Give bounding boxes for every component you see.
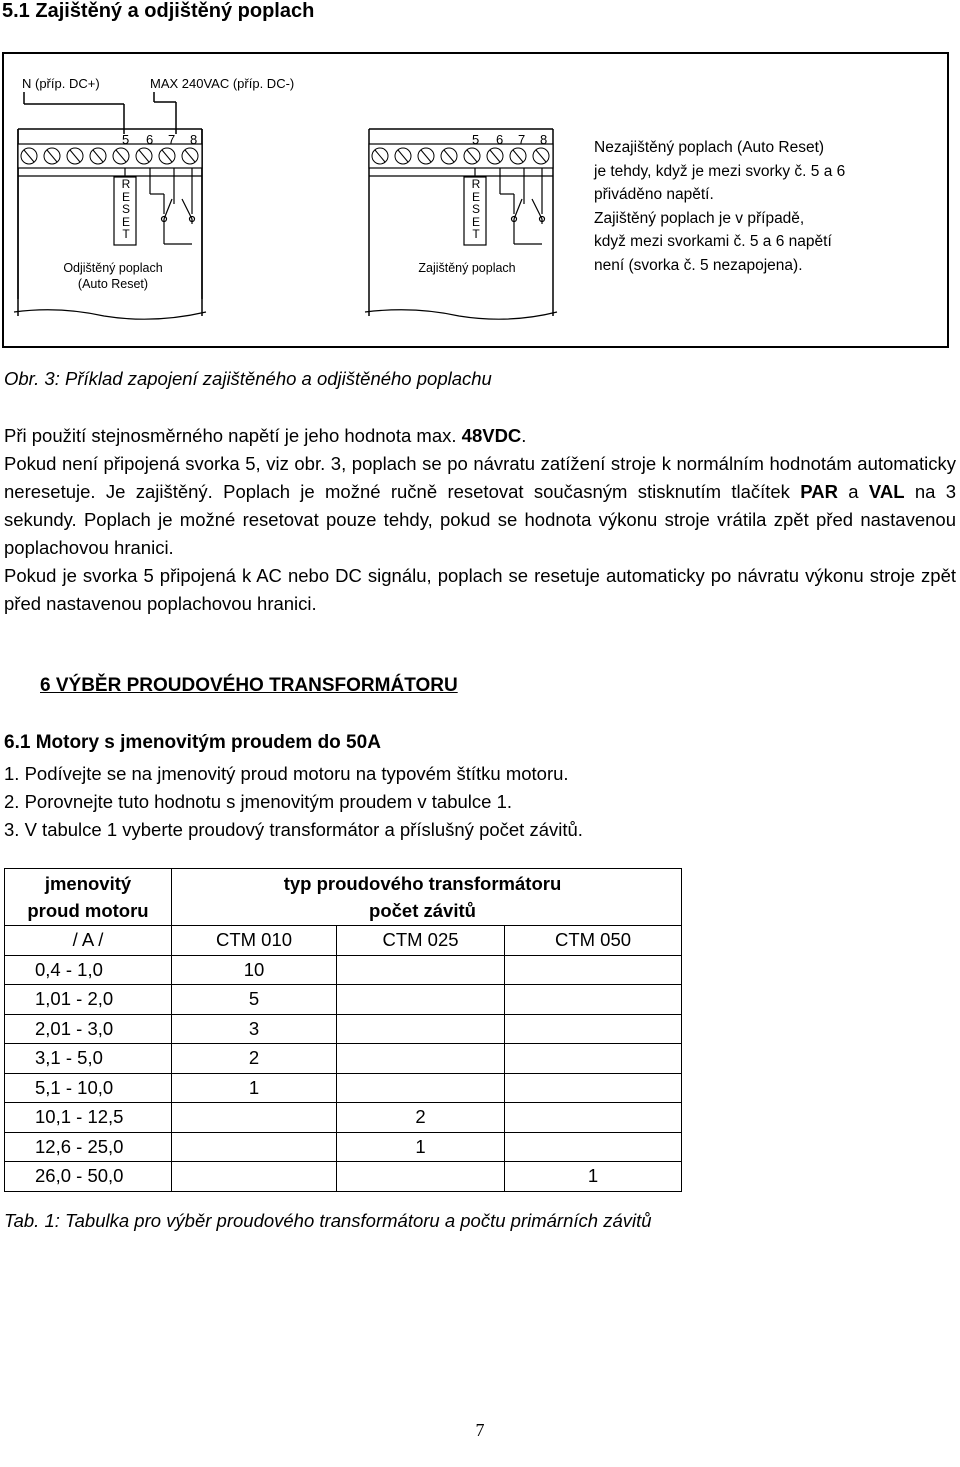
- step-2: 2. Porovnejte tuto hodnotu s jmenovitým proudem v tabulce 1.: [4, 791, 513, 812]
- turns-cell: [505, 1014, 682, 1044]
- current-range-cell: 26,0 - 50,0: [5, 1162, 172, 1192]
- turns-cell: 1: [337, 1132, 505, 1162]
- turns-cell: 2: [337, 1103, 505, 1133]
- ctm-010: CTM 010: [172, 926, 337, 956]
- table-row: [5, 1162, 682, 1192]
- turns-cell: 1: [172, 1073, 337, 1103]
- figure-caption: Obr. 3: Příklad zapojení zajištěného a odjištěného poplachu: [4, 368, 492, 389]
- turns-cell: [172, 1132, 337, 1162]
- caption-latched: Zajištěný poplach: [418, 261, 516, 275]
- turns-cell: 1: [505, 1162, 682, 1192]
- figure-note: Nezajištěný poplach (Auto Reset) je tehdy, když je mezi svorky č. 5 a 6 přiváděno napětí. Zajištěný poplach je v případě, když mezi svorkami č. 5 a 6 napětí není (svorka č. 5 nezapojena).: [594, 139, 846, 274]
- terminal-8-right: 8: [540, 132, 548, 147]
- table-row: [5, 1103, 682, 1133]
- terminal-7-right: 7: [518, 132, 526, 147]
- turns-cell: 2: [172, 1044, 337, 1074]
- label-n: N (příp. DC+): [22, 76, 100, 91]
- step-3: 3. V tabulce 1 vyberte proudový transformátor a příslušný počet závitů.: [4, 819, 583, 840]
- turns-cell: [505, 1103, 682, 1133]
- header-current: jmenovitý proud motoru: [5, 869, 172, 926]
- terminal-7-left: 7: [168, 132, 176, 147]
- turns-cell: [505, 955, 682, 985]
- terminal-8-left: 8: [190, 132, 198, 147]
- turns-cell: [505, 1132, 682, 1162]
- turns-cell: [337, 1162, 505, 1192]
- turns-cell: 5: [172, 985, 337, 1015]
- reset-label-right: R E S E T: [471, 177, 481, 241]
- supply-wires: [24, 92, 176, 134]
- paragraph-alarm: Při použití stejnosměrného napětí je jeho hodnota max. 48VDC. Pokud není připojená svorka 5, viz obr. 3, poplach se po návratu zatížení stroje k normálním hodnotám automaticky neresetuje. Je zajištěný. Poplach je možné ručně resetovat současným stisknutím tlačítek PAR a VAL na 3 sekundy. Poplach je možné resetovat pouze tehdy, pokud se hodnota výkonu stroje vrátila zpět před nastavenou poplachovou hranici. Pokud je svorka 5 připojená k AC nebo DC signálu, poplach se resetuje automaticky po návratu výkonu stroje zpět před nastavenou poplachovou hranici.: [4, 425, 957, 614]
- label-max: MAX 240VAC (příp. DC-): [150, 76, 295, 91]
- current-range-cell: 3,1 - 5,0: [5, 1044, 172, 1074]
- step-1: 1. Podívejte se na jmenovitý proud motoru na typovém štítku motoru.: [4, 763, 569, 784]
- turns-cell: [172, 1162, 337, 1192]
- turns-cell: [172, 1103, 337, 1133]
- table-row: [5, 1044, 682, 1074]
- ct-selection-table: [4, 868, 682, 1192]
- turns-cell: [337, 1073, 505, 1103]
- turns-cell: 3: [172, 1014, 337, 1044]
- table-row: [5, 985, 682, 1015]
- steps-list: [4, 760, 583, 844]
- table-row: [5, 1073, 682, 1103]
- current-range-cell: 12,6 - 25,0: [5, 1132, 172, 1162]
- right-device: [365, 129, 557, 319]
- terminal-6-left: 6: [146, 132, 154, 147]
- current-range-cell: 2,01 - 3,0: [5, 1014, 172, 1044]
- table-row: [5, 1132, 682, 1162]
- unit-cell: / A /: [5, 926, 172, 956]
- terminal-5-right: 5: [472, 132, 480, 147]
- turns-cell: [505, 1044, 682, 1074]
- ctm-050: CTM 050: [505, 926, 682, 956]
- terminal-5-left: 5: [122, 132, 130, 147]
- turns-cell: [505, 985, 682, 1015]
- turns-cell: [337, 955, 505, 985]
- table-row: [5, 1014, 682, 1044]
- section61-heading: 6.1 Motory s jmenovitým proudem do 50A: [4, 732, 381, 753]
- table-caption: Tab. 1: Tabulka pro výběr proudového transformátoru a počtu primárních závitů: [4, 1210, 652, 1231]
- terminal-6-right: 6: [496, 132, 504, 147]
- current-range-cell: 0,4 - 1,0: [5, 955, 172, 985]
- table-row: [5, 955, 682, 985]
- turns-cell: [337, 985, 505, 1015]
- caption-auto-reset: Odjištěný poplach (Auto Reset): [63, 261, 163, 291]
- current-range-cell: 5,1 - 10,0: [5, 1073, 172, 1103]
- ctm-025: CTM 025: [337, 926, 505, 956]
- page-number: 7: [475, 1420, 485, 1440]
- turns-cell: 10: [172, 955, 337, 985]
- header-type: typ proudového transformátoru počet závitů: [172, 869, 682, 926]
- wiring-figure: [2, 52, 949, 348]
- turns-cell: [337, 1044, 505, 1074]
- section6-heading: 6 VÝBĚR PROUDOVÉHO TRANSFORMÁTORU: [40, 675, 458, 696]
- turns-cell: [505, 1073, 682, 1103]
- current-range-cell: 10,1 - 12,5: [5, 1103, 172, 1133]
- current-range-cell: 1,01 - 2,0: [5, 985, 172, 1015]
- turns-cell: [337, 1014, 505, 1044]
- reset-label-left: R E S E T: [121, 177, 131, 241]
- section-heading: 5.1 Zajištěný a odjištěný poplach: [2, 0, 315, 22]
